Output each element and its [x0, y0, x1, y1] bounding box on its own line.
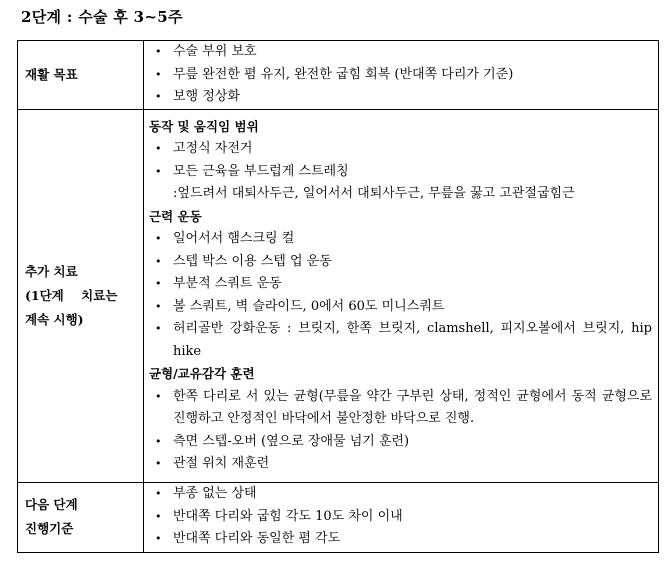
list-item: • 고정식 자전거	[148, 138, 652, 161]
list-item: • 보행 정상화	[148, 86, 652, 109]
row-label-goals: 재활 목표	[18, 41, 144, 110]
table-row	[18, 109, 659, 482]
section-heading-balance: 균형/교유감각 훈련	[149, 366, 255, 381]
list-item: • 무릎 완전한 폄 유지, 완전한 굽힘 회복 (반대쪽 다리가 기준)	[148, 64, 652, 87]
list-item: • 반대쪽 다리와 굽힘 각도 10도 차이 이내	[148, 506, 652, 529]
list-item: • 관절 위치 재훈련	[148, 453, 652, 476]
label-line: 추가 치료	[25, 263, 78, 279]
treatment-cell	[144, 109, 659, 482]
rehab-table	[17, 40, 659, 553]
table-row	[18, 482, 659, 552]
list-item: • 일어서서 햄스크링 컬	[148, 228, 652, 251]
label-line: 다음 단계	[25, 497, 78, 512]
list-item: • 측면 스텝-오버 (옆으로 장애물 넘기 훈련)	[148, 431, 652, 454]
list-item: • 볼 스쿼트, 벽 슬라이드, 0에서 60도 미니스쿼트	[148, 296, 652, 319]
goals-cell	[144, 41, 659, 110]
list-item: • 허리골반 강화운동 : 브릿지, 한쪽 브릿지, clamshell, 피지오볼에서 브릿지, hip hike	[148, 318, 652, 363]
label-line: 계속 시행)	[25, 311, 84, 327]
row-label-progression-criteria	[18, 482, 144, 552]
criteria-cell	[144, 482, 659, 552]
row-label-additional-treatment	[18, 109, 144, 482]
list-item: • 스텝 박스 이용 스텝 업 운동	[148, 251, 652, 274]
table-row	[18, 41, 659, 110]
section-heading-rom: 동작 및 움직임 범위	[149, 118, 259, 134]
label-line: (1단계 치료는	[25, 287, 118, 303]
list-item: • 한쪽 다리로 서 있는 균형(무릎을 약간 구부린 상태, 정적인 균형에서 동적 균형으로 진행하고 안정적인 바닥에서 불안정한 바닥으로 진행.	[148, 386, 652, 431]
stretch-note: :엎드려서 대퇴사두근, 일어서서 대퇴사두근, 무릎을 꿇고 고관절굽힘근	[173, 186, 575, 201]
list-item: • 모든 근육을 부드럽게 스트레칭	[148, 161, 652, 184]
list-item: • 부종 없는 상태	[148, 483, 652, 506]
list-item: • 반대쪽 다리와 동일한 폄 각도	[148, 528, 652, 551]
page-title: 2단계 : 수술 후 3~5주	[21, 8, 183, 26]
list-item: • 부분적 스쿼트 운동	[148, 273, 652, 296]
section-heading-strength: 근력 운동	[149, 208, 202, 224]
label-line: 진행기준	[25, 521, 74, 536]
list-item: • 수술 부위 보호	[148, 41, 652, 64]
